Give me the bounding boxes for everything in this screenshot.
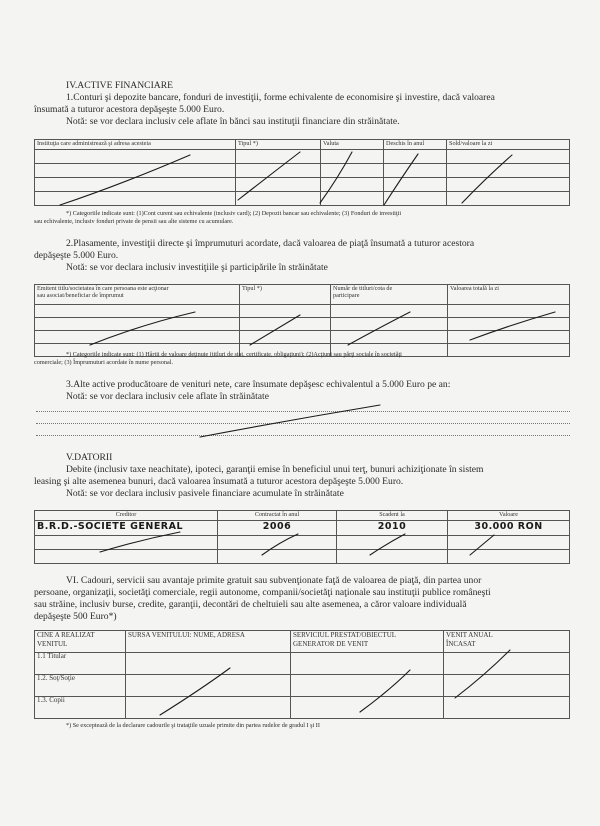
investments-table [34,284,570,357]
column-header-line: VENITUL [37,640,68,648]
table-footnote: comerciale; (3) Împrumuturi acordate în nume personal. [34,359,173,366]
column-header: Scadent la [337,511,448,521]
table-row [35,697,570,719]
gifts-text: VI. Cadouri, servicii sau avantaje primite gratuit sau subvenţionate faţă de valoarea de piaţă, din partea unor [66,575,482,586]
investments-text: 2.Plasamente, investiţii directe şi împrumuturi acordate, dacă valoarea de piaţă însumată a tuturor acestora [66,238,475,249]
table-row [35,550,570,564]
investments-text: depăşeşte 5.000 Euro. [34,250,119,261]
column-header: Creditor [35,511,218,521]
table-header-row [35,285,570,305]
column-header [331,285,448,305]
row-label: 1.3. Copii [35,697,126,719]
column-header-line: ÎNCASAT [446,640,476,648]
gifts-text: persoane, organizaţii, societăţi comerciale, regii autonome, companii/societăţi naţionale sau instituţii publice româneşti [34,587,491,598]
table-row [35,150,570,164]
debts-text: leasing şi alte asemenea bunuri, dacă valoarea însumată a tuturor acestora depăşeşte 5.000 Euro. [34,476,404,487]
column-header-line: Emitent titlu/societatea în care persoana este acţionar [37,285,169,292]
debt-value-cell: 30.000 RON [448,521,570,536]
column-header: Valoare [448,511,570,521]
column-header: Valuta [321,140,384,150]
section-title-debts: V.DATORII [66,452,113,463]
contract-year-cell: 2006 [218,521,337,536]
financial-assets-text: 1.Conturi şi depozite bancare, fonduri de investiţii, forme echivalente de economisire şi investire, dacă valoarea [66,92,495,103]
table-footnote: sau echivalente, inclusiv fonduri private de pensii sau alte sisteme cu acumulare. [34,218,234,225]
column-header: Valoarea totală la zi [448,285,570,305]
other-assets-note: Notă: se vor declara inclusiv cele aflate în străinătate [66,391,269,402]
debts-text: Debite (inclusiv taxe neachitate), ipoteci, garanţii emise în beneficiul unui terţ, bunuri achiziţionate în sistem [66,464,484,475]
gifts-text: depăşeşte 500 Euro*) [34,611,117,622]
column-header-line: SERVICIUL PRESTAT/OBIECTUL [293,631,397,639]
column-header: Sold/valoare la zi [447,140,570,150]
financial-assets-text: însumată a tuturor acestora depăşeşte 5.000 Euro. [34,104,225,115]
column-header: Tipul *) [240,285,331,305]
table-row [35,178,570,192]
table-row [35,653,570,675]
column-header: SURSA VENITULUI: NUME, ADRESA [126,631,291,653]
table-row [35,331,570,344]
column-header: Contractat în anul [218,511,337,521]
column-header [35,285,240,305]
gifts-text: sau străine, inclusiv burse, credite, garanţii, decontări de cheltuieli sau alte asemenea, a căror valoare individuală [34,599,467,610]
column-header-line: sau asociat/beneficiar de împrumut [37,292,124,299]
table-footnote: *) Categoriile indicate sunt: (1)Cont curent sau echivalente (inclusiv card); (2) Depozit bancar sau echivalente; (3) Fonduri de investiţii [66,210,402,217]
debts-table [34,510,570,564]
due-year-cell: 2010 [337,521,448,536]
table-row [35,536,570,550]
gifts-table [34,630,570,719]
column-header-line: Număr de titluri/cota de [333,285,393,292]
pen-stroke [200,405,380,437]
column-header [35,631,126,653]
row-label: 1.1 Titular [35,653,126,675]
table-header-row [35,511,570,521]
table-row [35,675,570,697]
column-header-line: GENERATOR DE VENIT [293,640,369,648]
gifts-footnote: *) Se exceptează de la declarare cadourile şi trataţiile uzuale primite din partea rudelor de gradul I şi II [66,722,320,729]
bank-accounts-table [34,139,570,206]
dotted-line [36,423,570,424]
table-header-row [35,631,570,653]
dotted-line [36,435,570,436]
creditor-cell: B.R.D.-SOCIETE GENERAL [35,521,218,536]
table-row [35,318,570,331]
column-header-line: participare [333,292,360,299]
section-title-financial-assets: IV.ACTIVE FINANCIARE [66,80,173,91]
other-assets-text: 3.Alte active producătoare de venituri nete, care însumate depăşesc echivalentul a 5.000 Euro pe an: [66,379,451,390]
row-label: 1.2. Soţ/Soţie [35,675,126,697]
investments-note: Notă: se vor declara inclusiv investiţiile şi participările în străinătate [66,262,328,273]
column-header-line: CINE A REALIZAT [37,631,95,639]
column-header: Deschis în anul [384,140,447,150]
column-header [291,631,444,653]
table-footnote: *) Categoriile indicate sunt: (1) Hârtii de valoare deţinute (titluri de stat, certificate, obligaţiuni); (2)Acţiuni sau părţi sociale în societăţi [66,351,402,358]
column-header [444,631,570,653]
column-header: Tipul *) [236,140,321,150]
financial-assets-note: Notă: se vor declara inclusiv cele aflate în bănci sau instituţii financiare din străinătate. [66,116,400,127]
table-row [35,521,570,536]
debts-note: Notă: se vor declara inclusiv pasivele financiare acumulate în străinătate [66,488,344,499]
table-row [35,192,570,206]
table-header-row [35,140,570,150]
column-header-line: VENIT ANUAL [446,631,493,639]
table-row [35,164,570,178]
dotted-line [36,411,570,412]
table-row [35,305,570,318]
column-header: Instituţia care administrează şi adresa acesteia [35,140,236,150]
